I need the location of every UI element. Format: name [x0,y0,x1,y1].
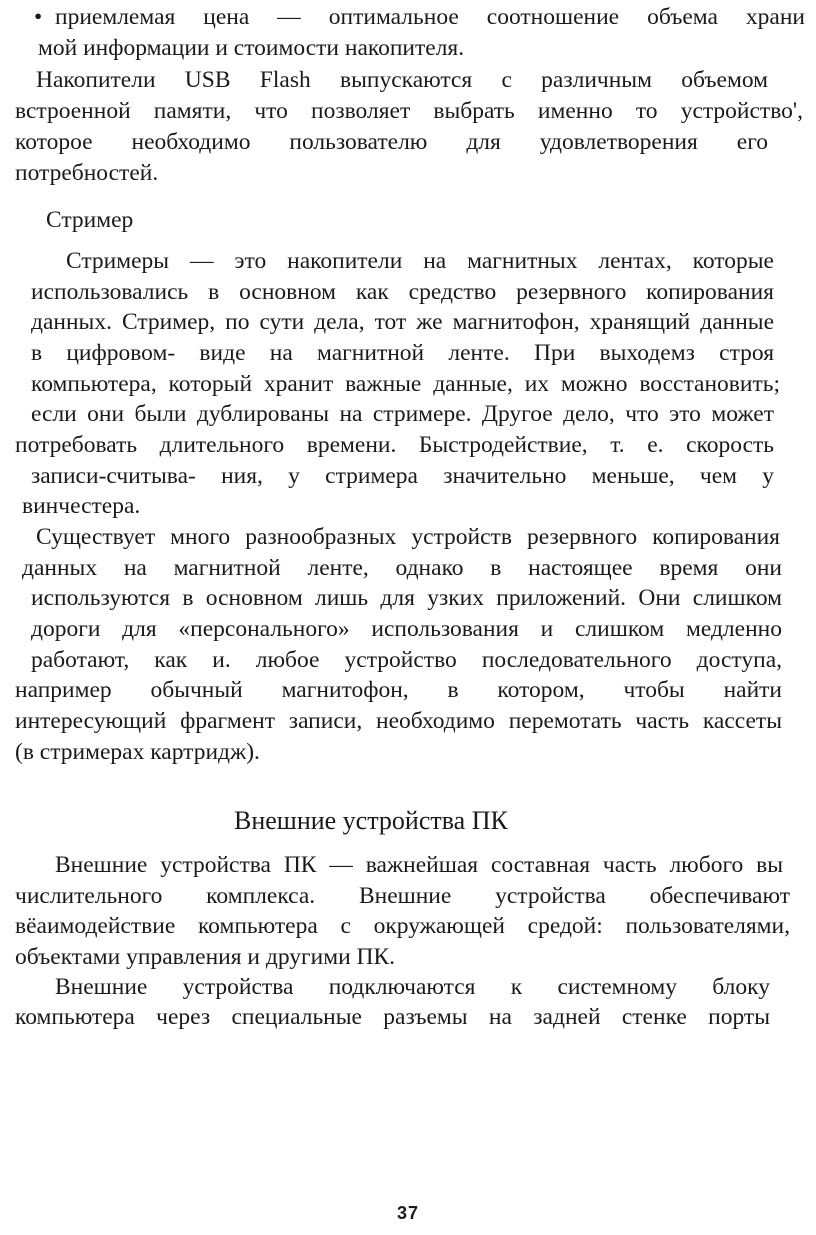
usb-paragraph-line-3: которое необходимо пользователю для удовлетворения его [15,129,768,155]
streamer-p1-line-2: использовались в основном как средство резервного копирования [31,279,774,305]
external-devices-heading: Внешние устройства ПК [234,806,508,835]
external-p2-line-1: Внешние устройства подключаются к системному блоку [55,974,770,1000]
page-number: 37 [397,1203,420,1223]
external-p1-line-4: объектами управления и другими ПК. [15,944,396,970]
streamer-p1-line-6: если они были дублированы на стримере. Другое дело, что это может [31,401,774,427]
streamer-p1-line-8: записи-считыва- ния, у стримера значительно меньше, чем у [31,463,774,489]
streamer-p1-line-4: в цифровом- виде на магнитной ленте. При выходемз строя [31,340,774,366]
usb-paragraph-line-2: встроенной памяти, что позволяет выбрать именно то устройство', [15,98,803,124]
streamer-p1-line-1: Стримеры — это накопители на магнитных лентах, которые [66,248,774,274]
streamer-p2-line-7: интересующий фрагмент записи, необходимо перемотать часть кассеты [15,708,782,734]
streamer-p2-line-6: например обычный магнитофон, в котором, чтобы найти [15,677,782,703]
external-p1-line-2: числительного комплекса. Внешние устройства обеспечивают [15,883,790,909]
streamer-p1-line-3: данных. Стример, по сути дела, тот же магнитофон, хранящий данные [31,309,774,335]
bullet-line-1: приемлемая цена — оптимальное соотношение объема храни [55,4,805,30]
streamer-p2-line-8: (в стримерах картридж). [15,739,260,765]
streamer-p1-line-9: винчестера. [22,493,141,519]
bullet-marker: • [34,4,43,30]
streamer-p2-line-2: данных на магнитной ленте, однако в настоящее время они [22,555,782,581]
streamer-p2-line-4: дороги для «персонального» использования и слишком медленно [31,616,782,642]
usb-paragraph-line-1: Накопители USB Flash выпускаются с различным объемом [36,67,768,93]
streamer-p2-line-5: работают, как и. любое устройство последовательного доступа, [31,647,782,673]
bullet-line-2: мой информации и стоимости накопителя. [38,35,465,61]
streamer-p1-line-5: компьютера, который хранит важные данные, их можно восстановить; [31,371,780,397]
external-p1-line-3: вёаимодействие компьютера с окружающей средой: пользователями, [15,913,790,939]
external-p2-line-2: компьютера через специальные разъемы на задней стенке порты [15,1004,770,1030]
streamer-p1-line-7: потребовать длительного времени. Быстродействие, т. е. скорость [15,432,774,458]
usb-paragraph-line-4: потребностей. [15,160,159,186]
streamer-heading: Стример [46,207,134,233]
streamer-p2-line-1: Существует много разнообразных устройств резервного копирования [36,524,780,550]
streamer-p2-line-3: используются в основном лишь для узких приложений. Они слишком [31,585,782,611]
external-p1-line-1: Внешние устройства ПК — важнейшая составная часть любого вы [55,852,783,878]
